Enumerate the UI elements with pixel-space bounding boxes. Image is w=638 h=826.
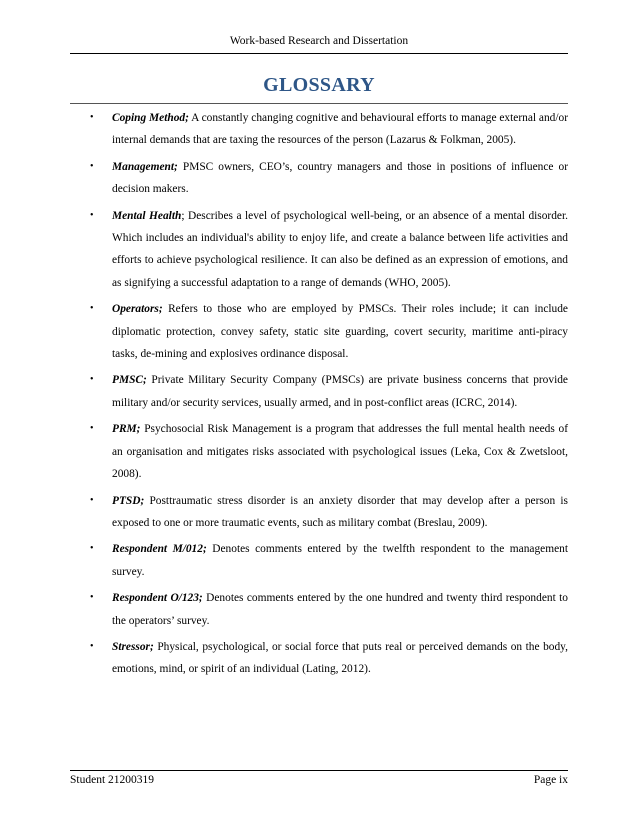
- glossary-definition: Denotes comments entered by the one hundred and twenty third respondent to the operators’ survey.: [112, 592, 568, 627]
- glossary-definition: ; Describes a level of psychological well-being, or an absence of a mental disorder. Which includes an individual's ability to enjoy life, and create a balance between life activities and efforts to achieve psychological resilience. It can also be defined as an expression of emotions, and as signifying a successful adaptation to a range of demands (WHO, 2005).: [112, 209, 568, 289]
- glossary-entry-stressor: [70, 636, 568, 681]
- bullet-icon: •: [90, 303, 94, 315]
- bullet-icon: •: [90, 592, 94, 604]
- title-divider: [70, 103, 568, 104]
- glossary-entry-management: [70, 156, 568, 201]
- glossary-list: [70, 107, 568, 685]
- glossary-definition: Private Military Security Company (PMSCs) are private business concerns that provide military and/or security services, usually armed, and in post-conflict areas (ICRC, 2014).: [112, 374, 568, 409]
- glossary-entry-ptsd: [70, 490, 568, 535]
- glossary-definition: A constantly changing cognitive and behavioural efforts to manage external and/or internal demands that are taxing the resources of the person (Lazarus & Folkman, 2005).: [112, 112, 569, 147]
- glossary-term: Respondent O/123;: [112, 592, 203, 605]
- glossary-entry-mental-health: [70, 205, 568, 295]
- glossary-term: PMSC;: [112, 374, 147, 387]
- glossary-entry-respondent-o123: [70, 587, 568, 632]
- glossary-entry-pmsc: [70, 369, 568, 414]
- footer-page-number: Page ix: [533, 774, 568, 786]
- bullet-icon: •: [90, 640, 94, 652]
- glossary-definition: Psychosocial Risk Management is a program that addresses the full mental health needs of an organisation and mitigates risks associated with psychological issues (Leka, Cox & Zwetsloot, 2008).: [112, 423, 568, 481]
- glossary-definition: PMSC owners, CEO’s, country managers and those in positions of influence or decision makers.: [112, 160, 568, 196]
- glossary-entry-coping-method: [70, 107, 568, 152]
- glossary-entry-prm: [70, 418, 568, 485]
- glossary-entry-respondent-m012: [70, 538, 568, 583]
- bullet-icon: •: [90, 374, 94, 386]
- glossary-definition: Refers to those who are employed by PMSCs. Their roles include; it can include diplomatic protection, convey safety, static site guarding, covert security, maritime anti-piracy tasks, de-mining and explosives ordinance disposal.: [112, 303, 568, 361]
- page-title: GLOSSARY: [263, 74, 375, 96]
- bullet-icon: •: [90, 112, 94, 123]
- glossary-term: Stressor;: [112, 640, 154, 653]
- footer-divider: [70, 770, 568, 771]
- glossary-definition: Physical, psychological, or social force that puts real or perceived demands on the body, emotions, mind, or spirit of an individual (Lating, 2012).: [112, 640, 568, 676]
- glossary-definition: Posttraumatic stress disorder is an anxiety disorder that may develop after a person is exposed to one or more traumatic events, such as military combat (Breslau, 2009).: [112, 494, 568, 529]
- bullet-icon: •: [90, 543, 94, 555]
- glossary-term: Operators;: [112, 303, 163, 316]
- bullet-icon: •: [90, 423, 94, 435]
- glossary-term: PRM;: [112, 423, 141, 436]
- glossary-term: Respondent M/012;: [112, 543, 207, 556]
- header-divider: [70, 53, 568, 54]
- footer-student-id: Student 21200319: [70, 774, 155, 786]
- glossary-entry-operators: [70, 298, 568, 365]
- page-header: Work-based Research and Dissertation: [229, 35, 409, 47]
- bullet-icon: •: [90, 160, 94, 172]
- glossary-term: Mental Health: [112, 209, 182, 222]
- bullet-icon: •: [90, 209, 94, 221]
- glossary-term: Management;: [112, 160, 178, 173]
- glossary-term: Coping Method;: [112, 112, 189, 124]
- glossary-definition: Denotes comments entered by the twelfth respondent to the management survey.: [112, 543, 568, 578]
- glossary-term: PTSD;: [112, 494, 145, 507]
- bullet-icon: •: [90, 494, 94, 506]
